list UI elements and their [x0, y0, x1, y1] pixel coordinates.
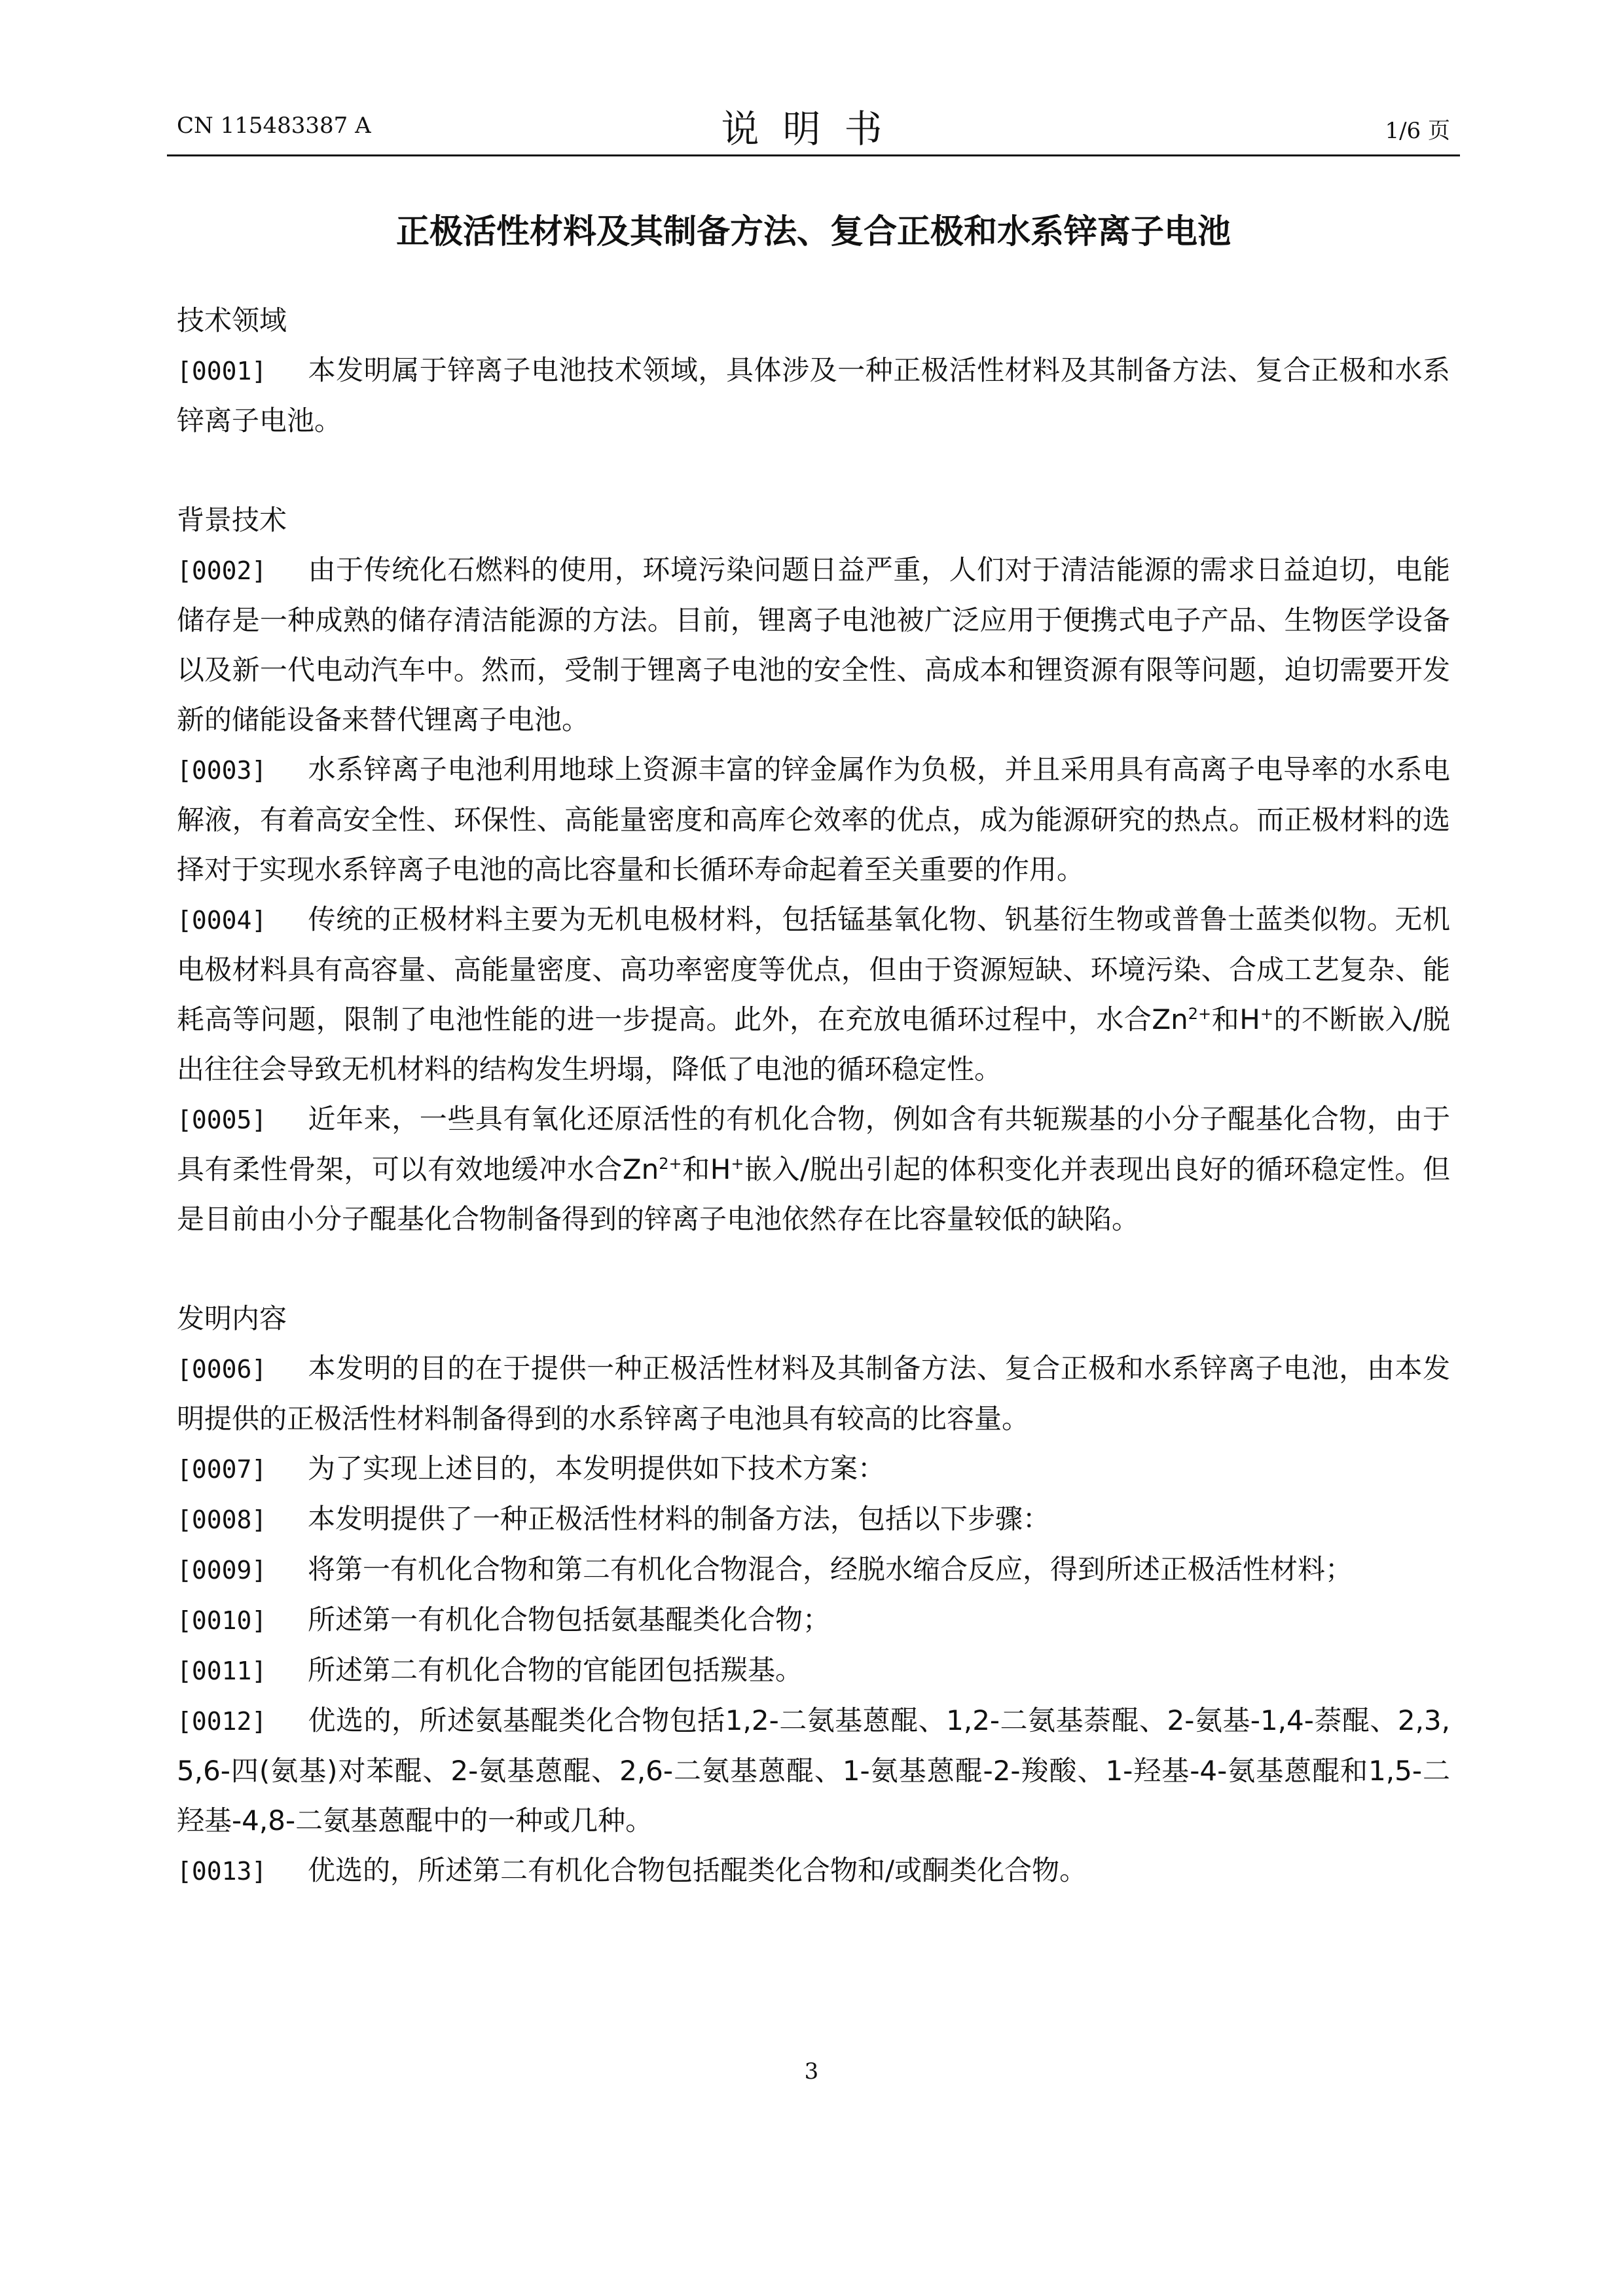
superscript: + — [731, 1155, 744, 1173]
paragraph-text: 近年来，一些具有氧化还原活性的有机化合物，例如含有共轭羰基的小分子醌基化合物，由于具有柔性骨架，可以有效地缓冲水合Zn — [177, 1103, 1450, 1185]
paragraph-text: 优选的，所述第二有机化合物包括醌类化合物和/或酮类化合物。 — [308, 1854, 1087, 1886]
page-of-indicator: 1/6 页 — [1385, 118, 1450, 144]
section-heading: 发明内容 — [177, 1302, 287, 1335]
doc-type-label: 说明书 — [721, 107, 906, 151]
paragraph-0009 — [177, 1545, 1450, 1595]
paragraph-0002 — [177, 545, 1450, 745]
paragraph-number: [0006] — [177, 1355, 267, 1384]
paragraph-0001 — [177, 346, 1450, 446]
paragraph-text: 本发明属于锌离子电池技术领域，具体涉及一种正极活性材料及其制备方法、复合正极和水系锌离子电池。 — [177, 354, 1450, 437]
paragraph-number: [0011] — [177, 1657, 267, 1685]
paragraph-number: [0005] — [177, 1105, 267, 1134]
paragraph-0005 — [177, 1094, 1450, 1244]
paragraph-number: [0010] — [177, 1606, 267, 1635]
paragraph-number: [0009] — [177, 1556, 267, 1585]
section-invention-content — [177, 1294, 1450, 1896]
document-title: 正极活性材料及其制备方法、复合正极和水系锌离子电池 — [395, 213, 1231, 251]
paragraph-0004 — [177, 895, 1450, 1094]
section-heading: 技术领域 — [177, 304, 287, 336]
paragraph-0003 — [177, 745, 1450, 895]
page-header — [177, 98, 1450, 151]
paragraph-text: 优选的，所述氨基醌类化合物包括1,2-二氨基蒽醌、1,2-二氨基萘醌、2-氨基-1,4-萘醌、2,3,5,6-四(氨基)对苯醌、2-氨基蒽醌、2,6-二氨基蒽醌、1-氨基蒽醌-2-羧酸、1-羟基-4-氨基蒽醌和1,5-二羟基-4,8-二氨基蒽醌中的一种或几种。 — [177, 1704, 1450, 1837]
paragraph-number: [0007] — [177, 1455, 267, 1484]
publication-number: CN 115483387 A — [177, 113, 371, 139]
paragraph-0011 — [177, 1645, 1450, 1696]
paragraph-text: 嵌入/脱出引起的体积变化并表现出良好的循环稳定性。但是目前由小分子醌基化合物制备得到的锌离子电池依然存在比容量较低的缺陷。 — [177, 1153, 1450, 1235]
paragraph-number: [0002] — [177, 556, 267, 585]
paragraph-text: 本发明提供了一种正极活性材料的制备方法，包括以下步骤： — [308, 1503, 1051, 1535]
section-heading: 背景技术 — [177, 504, 287, 536]
paragraph-text: 水系锌离子电池利用地球上资源丰富的锌金属作为负极，并且采用具有高离子电导率的水系电解液，有着高安全性、环保性、高能量密度和高库仑效率的优点，成为能源研究的热点。而正极材料的选择对于实现水系锌离子电池的高比容量和长循环寿命起着至关重要的作用。 — [177, 753, 1450, 886]
paragraph-text: 所述第二有机化合物的官能团包括羰基。 — [308, 1654, 803, 1686]
paragraph-text: 所述第一有机化合物包括氨基醌类化合物； — [308, 1604, 831, 1636]
paragraph-text: 本发明的目的在于提供一种正极活性材料及其制备方法、复合正极和水系锌离子电池，由本发明提供的正极活性材料制备得到的水系锌离子电池具有较高的比容量。 — [177, 1352, 1450, 1435]
superscript: 2+ — [659, 1155, 682, 1173]
superscript: 2+ — [1188, 1005, 1212, 1023]
paragraph-0013 — [177, 1846, 1450, 1896]
paragraph-text: 和H — [682, 1153, 731, 1185]
paragraph-0006 — [177, 1344, 1450, 1444]
document-body — [177, 296, 1450, 1896]
paragraph-text: 将第一有机化合物和第二有机化合物混合，经脱水缩合反应，得到所述正极活性材料； — [308, 1553, 1353, 1585]
paragraph-number: [0012] — [177, 1707, 267, 1736]
paragraph-text: 的不断嵌入/脱出往往会导致无机材料的结构发生坍塌，降低了电池的循环稳定性。 — [177, 1003, 1450, 1085]
paragraph-text: 为了实现上述目的，本发明提供如下技术方案： — [308, 1452, 886, 1484]
paragraph-0008 — [177, 1494, 1450, 1545]
paragraph-0010 — [177, 1595, 1450, 1645]
section-technical-field — [177, 296, 1450, 446]
superscript: + — [1260, 1005, 1273, 1023]
section-background — [177, 495, 1450, 1244]
header-divider — [167, 154, 1460, 156]
paragraph-number: [0013] — [177, 1857, 267, 1886]
paragraph-text: 由于传统化石燃料的使用，环境污染问题日益严重，人们对于清洁能源的需求日益迫切，电能储存是一种成熟的储存清洁能源的方法。目前，锂离子电池被广泛应用于便携式电子产品、生物医学设备以及新一代电动汽车中。然而，受制于锂离子电池的安全性、高成本和锂资源有限等问题，迫切需要开发新的储能设备来替代锂离子电池。 — [177, 554, 1450, 736]
paragraph-number: [0008] — [177, 1505, 267, 1534]
paragraph-0012 — [177, 1696, 1450, 1846]
paragraph-text: 传统的正极材料主要为无机电极材料，包括锰基氧化物、钒基衍生物或普鲁士蓝类似物。无机电极材料具有高容量、高能量密度、高功率密度等优点，但由于资源短缺、环境污染、合成工艺复杂、能耗高等问题，限制了电池性能的进一步提高。此外，在充放电循环过程中，水合Zn — [177, 903, 1450, 1035]
paragraph-number: [0003] — [177, 756, 267, 785]
paragraph-number: [0004] — [177, 906, 267, 935]
paragraph-text: 和H — [1211, 1003, 1260, 1035]
paragraph-0007 — [177, 1444, 1450, 1494]
page-number: 3 — [804, 2058, 819, 2085]
paragraph-number: [0001] — [177, 357, 267, 386]
